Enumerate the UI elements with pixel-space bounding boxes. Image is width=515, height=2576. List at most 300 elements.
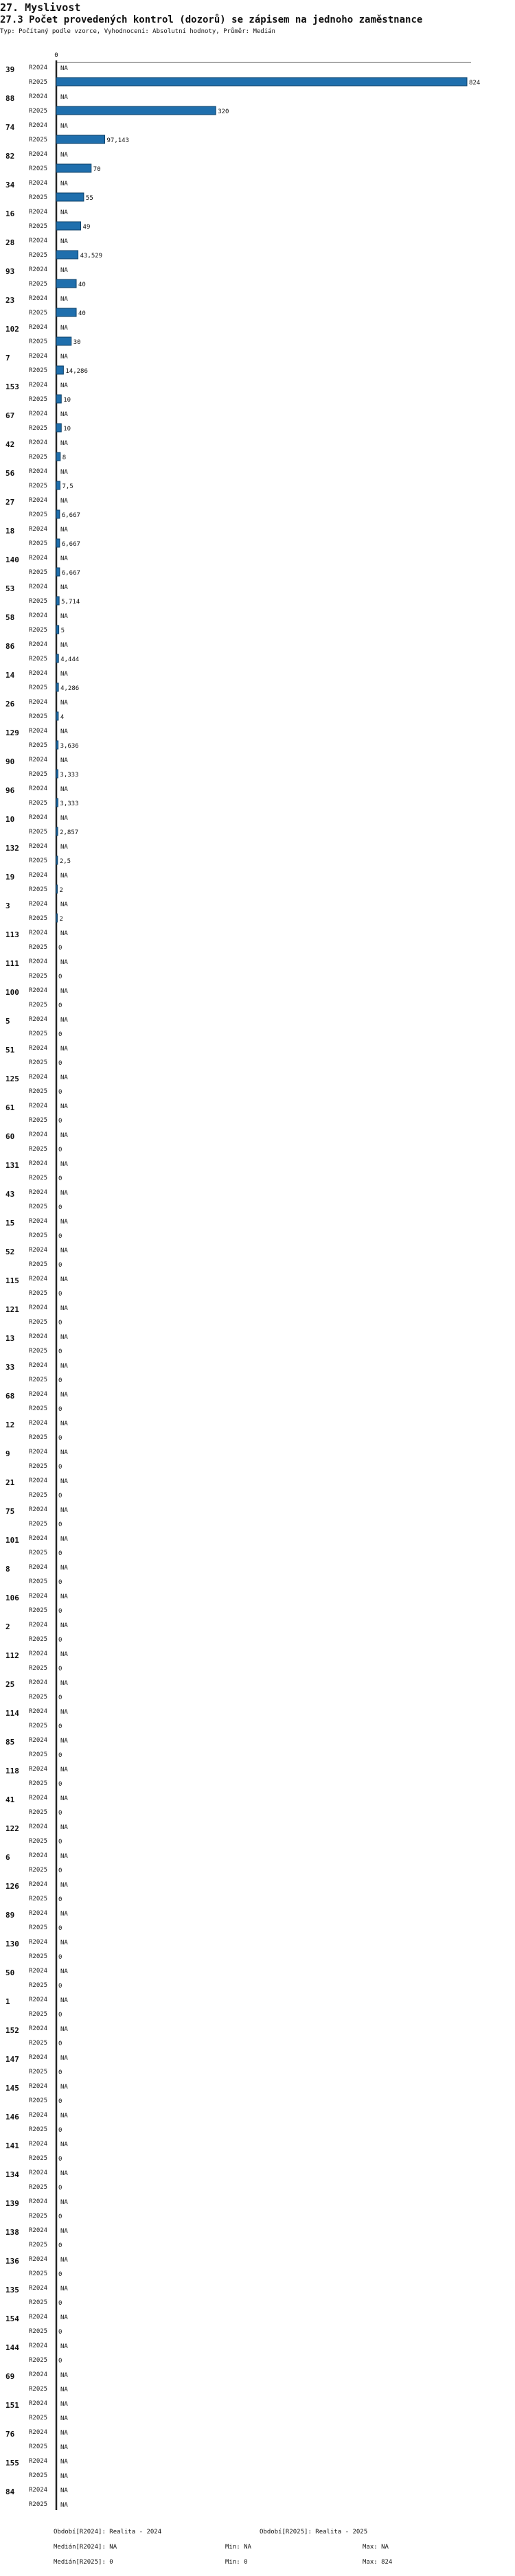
data-label: NA	[60, 1651, 68, 1658]
period-2024-label: Období[R2024]: Realita - 2024	[54, 2529, 162, 2535]
data-label: 0	[58, 1550, 62, 1557]
series-label: R2025	[29, 1636, 48, 1643]
data-label: NA	[60, 123, 68, 130]
data-label: 0	[58, 2040, 62, 2047]
group-label: 130	[5, 1940, 19, 1948]
group-label: 1	[5, 1997, 10, 2006]
data-label: NA	[60, 2502, 68, 2509]
group-label: 141	[5, 2141, 19, 2150]
data-label: NA	[60, 1219, 68, 1226]
series-label: R2024	[29, 382, 48, 389]
group-label: 75	[5, 1507, 15, 1516]
series-label: R2024	[29, 2141, 48, 2148]
series-label: R2025	[29, 137, 48, 143]
data-label: NA	[60, 296, 68, 303]
data-label: NA	[60, 1392, 68, 1399]
series-label: R2025	[29, 627, 48, 634]
data-label: 0	[58, 1608, 62, 1615]
data-label: NA	[60, 1565, 68, 1572]
data-label: 0	[58, 1723, 62, 1730]
data-label: NA	[60, 1276, 68, 1283]
series-label: R2024	[29, 180, 48, 187]
series-label: R2025	[29, 569, 48, 576]
series-label: R2025	[29, 1982, 48, 1989]
series-label: R2024	[29, 814, 48, 821]
group-label: 112	[5, 1651, 19, 1660]
data-label: 10	[63, 397, 71, 404]
data-label: NA	[60, 1305, 68, 1312]
data-label: 0	[58, 1175, 62, 1182]
data-label: NA	[60, 2473, 68, 2480]
series-label: R2024	[29, 1276, 48, 1283]
group-label: 101	[5, 1536, 19, 1545]
bar	[56, 251, 78, 259]
group-label: 50	[5, 1968, 15, 1977]
data-label: NA	[60, 1709, 68, 1716]
series-label: R2024	[29, 2285, 48, 2292]
data-label: 0	[58, 1637, 62, 1644]
series-label: R2024	[29, 2429, 48, 2436]
group-label: 18	[5, 527, 15, 536]
data-label: 0	[58, 1810, 62, 1817]
data-label: 0	[58, 1060, 62, 1067]
group-label: 19	[5, 873, 15, 882]
group-label: 85	[5, 1738, 15, 1747]
series-label: R2024	[29, 1391, 48, 1398]
group-label: 26	[5, 700, 15, 709]
series-label: R2024	[29, 1449, 48, 1456]
group-label: 68	[5, 1392, 15, 1401]
data-label: NA	[60, 267, 68, 274]
data-label: 0	[58, 974, 62, 980]
series-label: R2024	[29, 930, 48, 936]
data-label: 0	[58, 1493, 62, 1499]
series-label: R2024	[29, 2083, 48, 2090]
data-label: 0	[58, 2098, 62, 2105]
group-label: 138	[5, 2228, 19, 2237]
data-label: 0	[58, 2185, 62, 2192]
series-label: R2025	[29, 511, 48, 518]
data-label: 0	[58, 2213, 62, 2220]
series-label: R2024	[29, 1651, 48, 1657]
series-label: R2025	[29, 1463, 48, 1470]
data-label: 40	[78, 310, 86, 317]
series-label: R2025	[29, 1204, 48, 1210]
data-label: 0	[58, 1867, 62, 1874]
data-label: 8	[62, 455, 67, 461]
data-label: 4,286	[60, 685, 80, 692]
series-label: R2025	[29, 2097, 48, 2104]
group-label: 126	[5, 1882, 19, 1891]
series-label: R2024	[29, 2227, 48, 2234]
data-label: NA	[60, 2444, 68, 2451]
bar	[56, 452, 60, 461]
data-label: NA	[60, 152, 68, 159]
series-label: R2024	[29, 1189, 48, 1196]
bar	[56, 856, 58, 864]
series-label: R2025	[29, 1694, 48, 1701]
series-label: R2025	[29, 1607, 48, 1614]
group-label: 114	[5, 1709, 19, 1718]
data-label: NA	[60, 555, 68, 562]
data-label: NA	[60, 815, 68, 822]
bar	[56, 337, 71, 345]
series-label: R2025	[29, 1550, 48, 1556]
series-label: R2024	[29, 238, 48, 244]
data-label: NA	[60, 1478, 68, 1485]
data-label: 70	[93, 166, 101, 173]
bar	[56, 279, 76, 288]
group-label: 151	[5, 2401, 19, 2410]
series-label: R2024	[29, 439, 48, 446]
group-label: 33	[5, 1363, 15, 1372]
series-label: R2025	[29, 829, 48, 836]
group-label: 146	[5, 2113, 19, 2121]
data-label: NA	[60, 181, 68, 187]
group-label: 69	[5, 2372, 15, 2381]
series-label: R2025	[29, 281, 48, 288]
series-label: R2025	[29, 656, 48, 663]
group-label: 14	[5, 671, 15, 680]
bar	[56, 308, 76, 317]
data-label: NA	[60, 382, 68, 389]
data-label: 2,5	[59, 858, 71, 865]
data-label: 320	[218, 108, 229, 115]
series-label: R2025	[29, 2472, 48, 2479]
data-label: NA	[60, 1103, 68, 1110]
group-label: 6	[5, 1853, 10, 1862]
data-label: NA	[60, 671, 68, 678]
data-label: NA	[60, 65, 68, 72]
data-label: NA	[60, 2257, 68, 2264]
data-label: 55	[85, 195, 93, 202]
series-label: R2024	[29, 1881, 48, 1888]
group-label: 140	[5, 555, 19, 564]
series-label: R2024	[29, 2112, 48, 2119]
series-label: R2025	[29, 2040, 48, 2047]
series-label: R2024	[29, 1074, 48, 1081]
bar	[56, 193, 84, 201]
group-label: 125	[5, 1074, 19, 1083]
bar	[56, 424, 61, 432]
data-label: NA	[60, 1247, 68, 1254]
group-label: 132	[5, 844, 19, 853]
data-label: 0	[58, 1320, 62, 1326]
data-label: 2	[59, 916, 63, 923]
data-label: 0	[58, 2271, 62, 2278]
data-label: NA	[60, 1536, 68, 1543]
data-label: 0	[58, 1752, 62, 1759]
group-label: 5	[5, 1017, 10, 1026]
series-label: R2025	[29, 1809, 48, 1816]
bar	[56, 625, 59, 634]
min-2024: Min: NA	[225, 2544, 251, 2551]
bar	[56, 481, 60, 490]
data-label: 0	[58, 1291, 62, 1298]
data-label: NA	[60, 930, 68, 937]
data-label: NA	[60, 1767, 68, 1773]
group-label: 34	[5, 181, 15, 189]
data-label: 14,286	[65, 368, 88, 375]
series-label: R2024	[29, 2400, 48, 2407]
data-label: NA	[60, 1622, 68, 1629]
data-label: NA	[60, 2415, 68, 2422]
series-label: R2024	[29, 2170, 48, 2176]
series-label: R2025	[29, 1780, 48, 1787]
series-label: R2024	[29, 1506, 48, 1513]
series-label: R2025	[29, 367, 48, 374]
group-label: 56	[5, 469, 15, 478]
series-label: R2025	[29, 454, 48, 461]
series-label: R2025	[29, 1405, 48, 1412]
series-label: R2025	[29, 1434, 48, 1441]
group-label: 118	[5, 1767, 19, 1775]
data-label: 0	[58, 2156, 62, 2163]
data-label: NA	[60, 1911, 68, 1918]
series-label: R2024	[29, 266, 48, 273]
data-label: NA	[60, 1968, 68, 1975]
group-label: 3	[5, 901, 10, 910]
bar	[56, 568, 60, 576]
group-label: 28	[5, 238, 15, 247]
data-label: 0	[58, 2242, 62, 2249]
group-label: 129	[5, 728, 19, 737]
data-label: 0	[58, 1089, 62, 1096]
series-label: R2024	[29, 1795, 48, 1802]
series-label: R2024	[29, 2314, 48, 2321]
data-label: 3,333	[60, 801, 79, 807]
data-label: 0	[58, 1521, 62, 1528]
data-label: NA	[60, 988, 68, 995]
series-label: R2025	[29, 1896, 48, 1902]
data-label: 3,333	[60, 772, 79, 779]
series-label: R2024	[29, 411, 48, 417]
series-label: R2025	[29, 310, 48, 317]
data-label: 4	[60, 714, 65, 721]
data-label: NA	[60, 527, 68, 533]
data-label: NA	[60, 1594, 68, 1600]
data-label: 6,667	[61, 570, 80, 577]
data-label: NA	[60, 901, 68, 908]
group-label: 145	[5, 2084, 19, 2093]
group-label: 67	[5, 411, 15, 420]
bar	[56, 770, 58, 778]
series-label: R2025	[29, 2126, 48, 2133]
data-label: 0	[58, 1464, 62, 1471]
data-label: 0	[58, 1781, 62, 1788]
data-label: 6,667	[61, 512, 80, 519]
series-label: R2025	[29, 165, 48, 172]
series-label: R2024	[29, 1160, 48, 1167]
series-label: R2024	[29, 1045, 48, 1052]
group-label: 135	[5, 2286, 19, 2295]
data-label: 0	[58, 2127, 62, 2134]
group-label: 39	[5, 65, 15, 74]
series-label: R2025	[29, 1953, 48, 1960]
series-label: R2024	[29, 1247, 48, 1254]
data-label: NA	[60, 959, 68, 966]
group-label: 111	[5, 959, 19, 968]
group-label: 7	[5, 354, 10, 363]
series-label: R2025	[29, 1117, 48, 1124]
series-label: R2025	[29, 2415, 48, 2422]
group-label: 76	[5, 2430, 15, 2439]
series-label: R2024	[29, 93, 48, 100]
group-label: 41	[5, 1795, 15, 1804]
series-label: R2025	[29, 771, 48, 778]
data-label: 0	[58, 1839, 62, 1845]
series-label: R2025	[29, 1377, 48, 1383]
group-label: 134	[5, 2170, 19, 2179]
data-label: 0	[58, 1406, 62, 1413]
group-label: 58	[5, 613, 15, 622]
data-label: NA	[60, 1940, 68, 1946]
data-label: 7,5	[62, 483, 73, 490]
group-label: 153	[5, 382, 19, 391]
series-label: R2024	[29, 65, 48, 71]
data-label: 2,857	[60, 829, 79, 836]
data-label: NA	[60, 469, 68, 476]
bar	[56, 135, 104, 143]
group-label: 93	[5, 267, 15, 276]
median-2024: Medián[R2024]: NA	[54, 2544, 117, 2551]
data-label: 0	[58, 2069, 62, 2076]
series-label: R2024	[29, 353, 48, 360]
data-label: 0	[58, 1348, 62, 1355]
median-2025: Medián[R2025]: 0	[54, 2559, 113, 2566]
group-label: 15	[5, 1219, 15, 1228]
data-label: NA	[60, 2343, 68, 2350]
data-label: NA	[60, 2314, 68, 2321]
series-label: R2025	[29, 1319, 48, 1326]
series-label: R2024	[29, 1939, 48, 1946]
group-label: 88	[5, 94, 15, 103]
data-label: 97,143	[106, 137, 130, 144]
data-label: NA	[60, 2387, 68, 2393]
series-label: R2025	[29, 944, 48, 951]
data-label: NA	[60, 498, 68, 505]
bar	[56, 366, 63, 374]
bar	[56, 106, 216, 115]
data-label: 0	[58, 1925, 62, 1932]
data-label: 0	[58, 1377, 62, 1384]
series-label: R2024	[29, 295, 48, 302]
series-label: R2025	[29, 2386, 48, 2393]
series-label: R2025	[29, 223, 48, 230]
group-label: 60	[5, 1132, 15, 1141]
series-label: R2024	[29, 1968, 48, 1975]
group-label: 25	[5, 1680, 15, 1689]
series-label: R2025	[29, 1521, 48, 1528]
series-label: R2024	[29, 2054, 48, 2061]
data-label: NA	[60, 700, 68, 706]
data-label: NA	[60, 642, 68, 649]
group-label: 100	[5, 988, 19, 997]
group-label: 23	[5, 296, 15, 305]
group-label: 42	[5, 440, 15, 449]
group-label: 96	[5, 786, 15, 795]
data-label: 0	[58, 2300, 62, 2307]
bar	[56, 597, 59, 605]
bar	[56, 885, 57, 893]
series-label: R2025	[29, 2328, 48, 2335]
series-label: R2024	[29, 1852, 48, 1859]
data-label: NA	[60, 1190, 68, 1197]
series-label: R2025	[29, 685, 48, 691]
chart-subtitle: Typ: Počítaný podle vzorce, Vyhodnocení: Absolutní hodnoty, Průměr: Medián	[0, 28, 275, 35]
bar	[56, 654, 58, 663]
group-label: 12	[5, 1421, 15, 1429]
series-label: R2024	[29, 1564, 48, 1571]
data-label: NA	[60, 2199, 68, 2206]
series-label: R2025	[29, 1578, 48, 1585]
data-label: NA	[60, 1795, 68, 1802]
series-label: R2024	[29, 151, 48, 158]
bar	[56, 539, 60, 547]
series-label: R2024	[29, 757, 48, 763]
page-title: 27.3 Počet provedených kontrol (dozorů) se zápisem na jednoho zaměstnance	[0, 14, 423, 25]
data-label: 5,714	[61, 599, 80, 606]
data-label: NA	[60, 1824, 68, 1831]
series-label: R2024	[29, 2025, 48, 2032]
series-label: R2025	[29, 1723, 48, 1729]
bar	[56, 395, 61, 403]
group-label: 139	[5, 2199, 19, 2208]
series-label: R2024	[29, 1218, 48, 1225]
series-label: R2025	[29, 915, 48, 922]
series-label: R2024	[29, 1708, 48, 1715]
bar	[56, 222, 81, 230]
series-label: R2024	[29, 1997, 48, 2003]
data-label: NA	[60, 1046, 68, 1053]
group-label: 89	[5, 1911, 15, 1920]
data-label: NA	[60, 354, 68, 360]
series-label: R2024	[29, 468, 48, 475]
series-label: R2024	[29, 1103, 48, 1109]
bar	[56, 827, 58, 836]
data-label: NA	[60, 1853, 68, 1860]
series-label: R2024	[29, 987, 48, 994]
series-label: R2024	[29, 1420, 48, 1427]
series-label: R2025	[29, 338, 48, 345]
bar	[56, 712, 58, 720]
data-label: 0	[58, 1983, 62, 1990]
data-label: NA	[60, 1882, 68, 1889]
bar	[56, 741, 58, 749]
group-label: 152	[5, 2026, 19, 2035]
group-label: 74	[5, 123, 15, 132]
data-label: NA	[60, 2141, 68, 2148]
series-label: R2025	[29, 79, 48, 86]
group-label: 154	[5, 2314, 19, 2323]
data-label: NA	[60, 728, 68, 735]
group-label: 121	[5, 1305, 19, 1314]
data-label: NA	[60, 1449, 68, 1456]
series-label: R2024	[29, 612, 48, 619]
data-label: NA	[60, 1132, 68, 1139]
group-label: 90	[5, 757, 15, 766]
data-label: 0	[58, 1666, 62, 1672]
bar	[56, 510, 60, 518]
group-label: 43	[5, 1190, 15, 1199]
series-label: R2024	[29, 785, 48, 792]
data-label: 49	[82, 224, 91, 231]
series-label: R2025	[29, 396, 48, 403]
series-label: R2024	[29, 122, 48, 129]
data-label: 0	[58, 1233, 62, 1240]
period-2025-label: Období[R2025]: Realita - 2025	[260, 2529, 368, 2535]
series-label: R2025	[29, 108, 48, 115]
